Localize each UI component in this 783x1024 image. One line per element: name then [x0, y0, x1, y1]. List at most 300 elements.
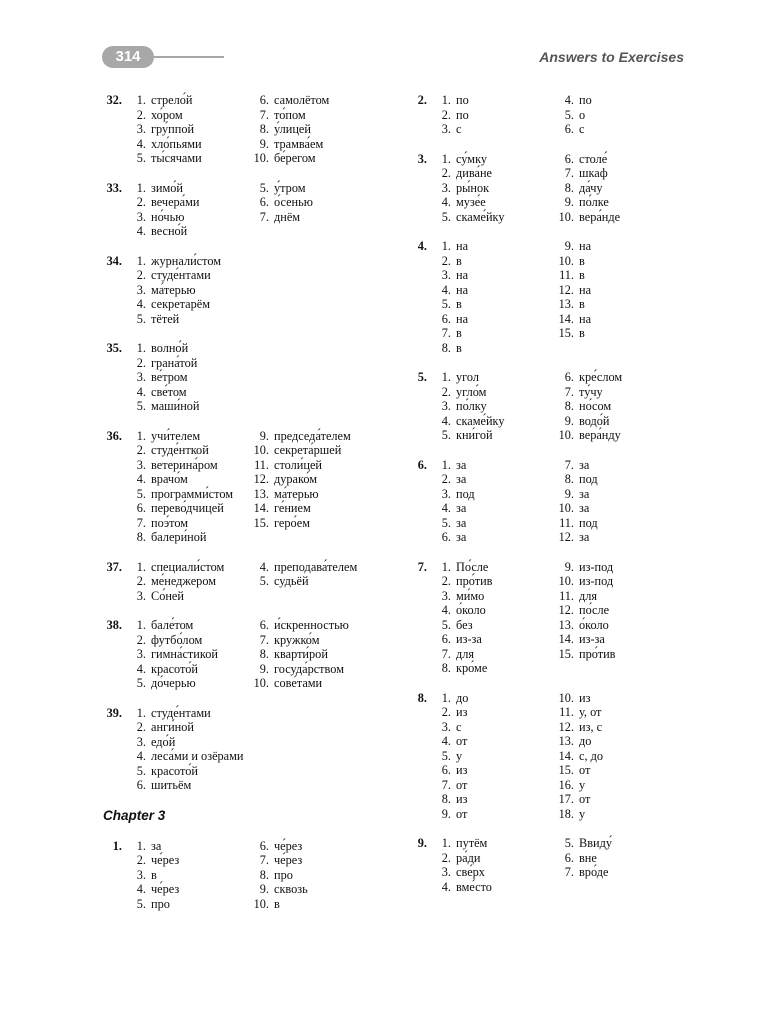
answer-number: 8. [564, 180, 574, 195]
answer-column [552, 239, 591, 341]
answer-item [429, 705, 468, 720]
answer-text: хло́пьями [151, 136, 202, 151]
answer-text: специали́стом [151, 559, 225, 574]
answer-item [124, 618, 218, 633]
answer-text: у [456, 748, 463, 763]
answer-item [429, 428, 504, 443]
answer-text: до́черью [151, 676, 196, 690]
answer-number: 4. [441, 282, 451, 297]
answer-text: в [456, 326, 462, 340]
answer-text: футбо́лом [151, 632, 203, 647]
answer-number: 1. [441, 239, 451, 253]
answer-text: в [456, 297, 462, 311]
answer-text: без [456, 617, 473, 632]
answer-column [552, 370, 622, 443]
exercise-number: 32. [106, 93, 122, 107]
answer-item [247, 210, 313, 225]
answer-item [552, 472, 598, 487]
answer-item [124, 749, 244, 764]
answer-item [247, 516, 351, 531]
answer-text: кни́гой [456, 428, 493, 442]
answer-item [429, 210, 504, 225]
answer-text: до [579, 734, 592, 748]
answer-text: вме́сто [456, 879, 492, 894]
answer-number: 3. [136, 209, 146, 224]
answer-item [124, 108, 202, 123]
answer-item [552, 836, 612, 851]
answer-number: 9. [564, 559, 574, 574]
answer-item [124, 283, 221, 298]
answer-column [552, 560, 615, 662]
answer-number: 5. [136, 896, 146, 911]
answer-item [247, 472, 351, 487]
answer-number: 10. [558, 574, 574, 588]
answer-number: 4. [441, 195, 451, 209]
answer-number: 4. [441, 413, 451, 428]
answer-item [247, 443, 351, 458]
answer-column [429, 239, 468, 355]
answer-item [552, 458, 598, 473]
answer-column [247, 560, 357, 589]
answer-number: 2. [441, 384, 451, 399]
exercise-number: 39. [106, 705, 122, 720]
answer-column [124, 429, 233, 545]
answer-text: на [579, 282, 592, 297]
answer-column [124, 560, 224, 604]
answer-number: 12. [558, 719, 574, 734]
answer-item [429, 370, 504, 385]
answer-number: 1. [441, 559, 451, 574]
answer-item [429, 326, 468, 341]
answer-number: 1. [136, 618, 146, 632]
answer-text: студе́нткой [151, 443, 209, 457]
answer-text: грана́той [151, 355, 198, 370]
answer-number: 15. [558, 326, 574, 340]
answer-number: 10. [558, 690, 574, 705]
answer-text: трамва́ем [274, 136, 324, 151]
answer-number: 7. [441, 646, 451, 661]
answer-item [124, 385, 200, 400]
exercise-number: 37. [106, 559, 122, 574]
answer-item [124, 472, 233, 487]
answer-item [429, 472, 475, 487]
answer-text: на [456, 311, 469, 326]
answer-number: 5. [441, 748, 451, 763]
answer-item [124, 181, 200, 196]
answer-text: с [456, 122, 462, 136]
answer-item [429, 865, 492, 880]
answer-item [429, 166, 504, 181]
answer-number: 13. [253, 486, 269, 501]
answer-text: за [151, 838, 162, 853]
answer-number: 4. [441, 879, 451, 894]
answer-text: красото́й [151, 763, 198, 778]
answer-item [124, 662, 218, 677]
answer-text: че́рез [274, 853, 303, 867]
answer-number: 4. [441, 734, 451, 748]
answer-item [247, 458, 351, 473]
answer-item [429, 851, 492, 866]
answer-number: 9. [259, 882, 269, 896]
answer-text: шкаф [579, 166, 608, 180]
answer-text: в [274, 896, 280, 911]
answer-item [124, 443, 233, 458]
answer-column [124, 254, 221, 327]
answer-item [124, 647, 218, 662]
answer-item [552, 108, 592, 123]
answer-text: стрело́й [151, 93, 193, 107]
answer-text: скаме́йку [456, 209, 505, 224]
exercise-number: 6. [417, 457, 427, 472]
answer-item [124, 370, 200, 385]
answer-text: по́сле [579, 603, 610, 617]
answer-text: с [579, 122, 585, 136]
answer-item [124, 429, 233, 444]
answer-number: 4. [136, 661, 146, 676]
answer-number: 17. [558, 792, 574, 806]
answer-column [124, 706, 244, 793]
answer-item [124, 487, 233, 502]
answer-number: 2. [136, 574, 146, 588]
answer-number: 3. [441, 486, 451, 501]
answer-number: 6. [564, 370, 574, 384]
answer-number: 11. [559, 268, 574, 282]
exercise-block [395, 93, 695, 137]
answer-number: 4. [136, 384, 146, 399]
exercise-block [90, 618, 390, 691]
answer-item [429, 93, 469, 108]
answer-text: из [579, 690, 591, 705]
answer-item [247, 501, 351, 516]
answer-number: 2. [136, 720, 146, 734]
answer-text: красото́й [151, 661, 198, 676]
answer-number: 6. [441, 311, 451, 326]
answer-text: под [579, 515, 598, 530]
answer-item [552, 865, 612, 880]
answer-text: дурако́м [274, 472, 318, 486]
answer-number: 9. [564, 413, 574, 428]
answer-item [124, 122, 202, 137]
answer-item [124, 764, 244, 779]
answer-column [552, 152, 620, 225]
exercise-number: 5. [417, 370, 427, 384]
answer-number: 16. [558, 777, 574, 792]
answer-text: че́рез [151, 882, 180, 896]
answer-text: судьёй [274, 574, 309, 588]
exercise-block [395, 560, 695, 676]
answer-item [247, 560, 357, 575]
answer-item [124, 778, 244, 793]
answer-text: вера́нде [579, 209, 621, 224]
answer-number: 1. [441, 836, 451, 850]
answer-item [552, 691, 603, 706]
answer-text: геро́ем [274, 515, 311, 530]
answer-text: в [579, 253, 585, 268]
answer-text: от [456, 777, 468, 792]
answer-item [552, 530, 598, 545]
answer-item [124, 254, 221, 269]
answer-number: 9. [441, 806, 451, 821]
answer-number: 2. [136, 853, 146, 867]
answer-item [247, 487, 351, 502]
answer-item [552, 93, 592, 108]
answer-text: за [579, 457, 590, 472]
answer-number: 5. [441, 428, 451, 442]
answer-text: у́тром [274, 180, 306, 195]
answer-item [552, 414, 622, 429]
exercise-block [395, 836, 695, 894]
exercise-number: 36. [106, 428, 122, 443]
answer-text: перево́дчицей [151, 501, 224, 515]
answer-item [124, 882, 179, 897]
answer-text: из [456, 792, 468, 806]
exercise-block [395, 458, 695, 545]
answer-number: 9. [564, 195, 574, 209]
answer-item [552, 807, 603, 822]
answer-text: председа́телем [274, 428, 351, 443]
answer-text: за [579, 486, 590, 501]
answer-item [552, 720, 603, 735]
answer-item [552, 487, 598, 502]
exercise-number: 34. [106, 253, 122, 268]
answer-number: 7. [564, 384, 574, 399]
exercise-number: 1. [112, 838, 122, 853]
answer-number: 14. [558, 311, 574, 326]
answer-number: 2. [136, 107, 146, 122]
answer-item [247, 122, 329, 137]
answer-text: ра́ди [456, 850, 481, 865]
answer-text: ве́тром [151, 370, 188, 384]
answer-item [552, 195, 620, 210]
answer-item [552, 385, 622, 400]
answer-text: гру́ппой [151, 122, 195, 136]
answer-item [429, 152, 504, 167]
answer-number: 3. [136, 282, 146, 297]
answer-item [247, 93, 329, 108]
answer-text: в [579, 297, 585, 311]
answer-text: вечера́ми [151, 195, 200, 209]
answer-number: 18. [558, 806, 574, 821]
answer-text: студе́нтами [151, 268, 211, 282]
answer-text: све́том [151, 384, 187, 399]
answer-item [552, 326, 591, 341]
answer-item [124, 633, 218, 648]
answer-number: 3. [441, 399, 451, 413]
answer-text: то́пом [274, 107, 306, 122]
answer-number: 8. [259, 122, 269, 136]
answer-number: 13. [558, 617, 574, 632]
answer-item [552, 122, 592, 137]
answer-item [429, 792, 468, 807]
answer-item [124, 574, 224, 589]
answer-item [124, 297, 221, 312]
answer-item [124, 341, 200, 356]
answer-text: студе́нтами [151, 705, 211, 720]
answer-text: у [579, 806, 586, 821]
answer-text: хо́ром [151, 107, 183, 122]
answer-number: 7. [564, 166, 574, 180]
answer-text: бале́том [151, 618, 194, 632]
answer-item [247, 195, 313, 210]
answer-item [429, 181, 504, 196]
answer-text: из-под [579, 559, 614, 574]
answer-number: 3. [441, 180, 451, 195]
answer-item [429, 108, 469, 123]
answer-item [124, 735, 244, 750]
answer-item [552, 152, 620, 167]
answer-text: у [579, 777, 586, 792]
answer-text: у́лицей [274, 122, 311, 136]
answer-column [429, 691, 468, 822]
answer-text: за [456, 530, 467, 544]
answer-item [552, 312, 591, 327]
answer-text: в [456, 253, 462, 268]
answer-number: 3. [136, 370, 146, 384]
answer-number: 6. [564, 151, 574, 166]
answer-number: 3. [441, 865, 451, 879]
answer-number: 3. [441, 122, 451, 136]
answer-number: 1. [136, 180, 146, 195]
answer-item [124, 676, 218, 691]
exercise-block [90, 181, 390, 239]
exercise-block [90, 341, 390, 414]
answer-text: сквозь [274, 882, 308, 896]
answer-text: на [579, 311, 592, 326]
answer-item [552, 560, 615, 575]
answer-number: 1. [136, 341, 146, 355]
answer-item [552, 618, 615, 633]
answer-item [247, 151, 329, 166]
answer-number: 6. [441, 632, 451, 646]
answer-text: по [579, 93, 592, 107]
answer-item [429, 399, 504, 414]
answer-text: врачо́м [151, 472, 188, 486]
answer-item [429, 778, 468, 793]
answer-text: вне [579, 850, 597, 865]
answer-number: 7. [136, 515, 146, 530]
answer-item [124, 224, 200, 239]
answer-number: 2. [136, 355, 146, 370]
answer-number: 9. [259, 136, 269, 151]
answer-number: 3. [136, 734, 146, 749]
answer-number: 8. [441, 340, 451, 355]
answer-item [124, 516, 233, 531]
answer-item [124, 151, 202, 166]
answer-number: 8. [441, 792, 451, 806]
answer-number: 9. [564, 239, 574, 253]
answer-number: 15. [558, 763, 574, 777]
answer-text: за [456, 457, 467, 472]
answer-number: 5. [136, 763, 146, 778]
answer-text: ту́чу [579, 384, 603, 399]
answer-item [124, 853, 179, 868]
answer-text: за [456, 472, 467, 486]
answer-item [124, 356, 200, 371]
answer-text: ветерина́ром [151, 457, 218, 472]
answer-item [429, 516, 475, 531]
answer-item [552, 283, 591, 298]
header-rule [154, 56, 224, 58]
answer-column [247, 429, 351, 531]
answer-text: ма́терью [274, 486, 319, 501]
exercise-number: 35. [106, 341, 122, 355]
answer-item [429, 603, 492, 618]
answer-item [552, 501, 598, 516]
answer-item [124, 268, 221, 283]
answer-text: от [579, 763, 591, 777]
answer-number: 5. [441, 209, 451, 224]
answer-text: Со́ней [151, 588, 184, 603]
answer-column [124, 93, 202, 166]
answer-item [124, 501, 233, 516]
answer-text: По́сле [456, 559, 489, 574]
answer-text: секрета́ршей [274, 443, 342, 457]
answer-item [429, 734, 468, 749]
answer-number: 15. [558, 646, 574, 661]
answer-item [552, 763, 603, 778]
answer-item [552, 254, 591, 269]
answer-text: на [456, 282, 469, 297]
answer-item [124, 560, 224, 575]
answer-item [124, 720, 244, 735]
answer-item [429, 283, 468, 298]
answer-item [429, 880, 492, 895]
answer-text: о [579, 107, 586, 122]
answer-text: с, до [579, 748, 604, 763]
answer-item [552, 516, 598, 531]
answer-item [552, 792, 603, 807]
exercise-block [395, 691, 695, 822]
answer-number: 4. [441, 501, 451, 515]
answer-text: до [456, 690, 469, 705]
answer-column [429, 152, 504, 225]
answer-text: зимо́й [151, 180, 183, 195]
answer-item [247, 839, 308, 854]
answer-number: 14. [558, 632, 574, 646]
answer-number: 3. [441, 588, 451, 603]
answer-column [124, 618, 218, 691]
answer-text: вера́нду [579, 428, 621, 442]
answer-item [124, 210, 200, 225]
exercise-block [90, 560, 390, 604]
answer-item [429, 239, 468, 254]
answer-number: 3. [441, 268, 451, 282]
answer-number: 1. [441, 370, 451, 384]
answer-number: 6. [259, 618, 269, 632]
answer-number: 3. [136, 647, 146, 661]
answer-number: 1. [441, 151, 451, 166]
answer-item [552, 851, 612, 866]
answer-number: 11. [559, 705, 574, 719]
answer-item [552, 647, 615, 662]
answer-text: кварти́рой [274, 647, 328, 661]
answer-text: но́сом [579, 399, 612, 413]
answer-text: и́скренностью [274, 618, 349, 632]
answer-number: 1. [136, 838, 146, 853]
answer-item [124, 868, 179, 883]
answer-text: про́тив [579, 646, 616, 661]
answer-item [124, 530, 233, 545]
answer-item [124, 399, 200, 414]
answer-text: сове́тами [274, 676, 323, 690]
answer-text: для [579, 588, 598, 603]
answer-column [124, 839, 179, 912]
answer-item [552, 428, 622, 443]
answer-item [429, 763, 468, 778]
answer-number: 1. [136, 705, 146, 720]
answer-number: 11. [254, 457, 269, 472]
answer-number: 6. [564, 850, 574, 865]
